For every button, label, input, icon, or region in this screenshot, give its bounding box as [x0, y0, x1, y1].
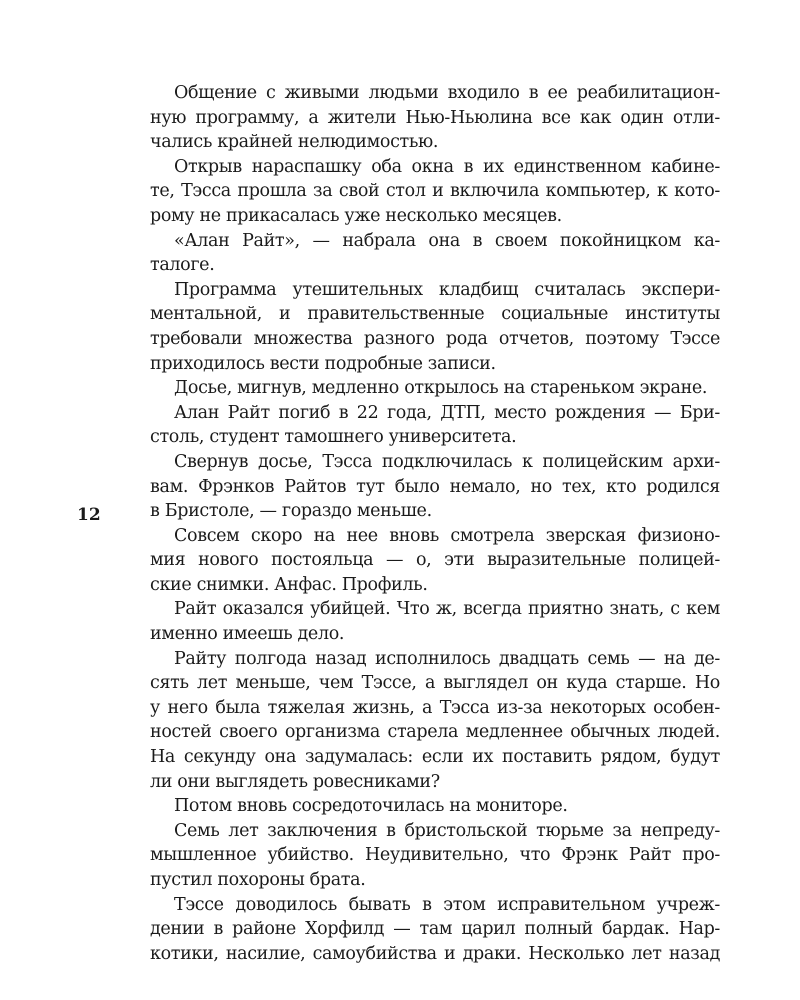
text-line: столь, студент тамошнего университета.	[150, 427, 517, 448]
text-line: котики, насилие, самоубийства и драки. Несколько лет назад	[150, 943, 720, 964]
text-line: Семь лет заключения в бристольской тюрьме за непреду-	[174, 820, 720, 841]
text-line: Общение с живыми людьми входило в ее реабилитацион-	[174, 83, 720, 103]
text-line: вам. Фрэнков Райтов тут было немало, но тех, кто родился	[150, 476, 720, 497]
text-line: «Алан Райт», — набрала она в своем покойницком ка-	[174, 230, 720, 251]
text-line: Потом вновь сосредоточилась на мониторе.	[174, 796, 568, 817]
text-line: Райту полгода назад исполнилось двадцать семь — на де-	[174, 648, 720, 669]
text-line: дении в районе Хорфилд — там царил полный бардак. Нар-	[150, 919, 720, 940]
text-line: Совсем скоро на нее вновь смотрела зверская физионо-	[174, 525, 720, 546]
text-line: ную программу, а жители Нью-Ньюлина все как один отли-	[150, 107, 720, 128]
text-line: приходилось вести подробные записи.	[150, 353, 496, 374]
text-line: Алан Райт погиб в 22 года, ДТП, место рождения — Бри-	[174, 402, 720, 423]
text-line: в Бристоле, — гораздо меньше.	[150, 501, 432, 522]
text-line: рому не прикасалась уже несколько месяцев.	[150, 205, 562, 226]
text-line: ностей своего организма старела медленнее обычных людей.	[150, 722, 720, 743]
text-line: пустил похороны брата.	[150, 870, 366, 890]
text-line: ли они выглядеть ровесниками?	[150, 771, 440, 792]
text-line: ментальной, и правительственные социальные институты	[150, 304, 720, 325]
text-line: Досье, мигнув, медленно открылось на стареньком экране.	[174, 378, 708, 399]
text-line: мышленное убийство. Неудивительно, что Фрэнк Райт про-	[150, 845, 720, 866]
text-line: требовали множества разного рода отчетов, поэтому Тэссе	[150, 328, 720, 349]
text-line: именно имеешь дело.	[150, 624, 345, 645]
text-line: ские снимки. Анфас. Профиль.	[150, 574, 428, 595]
text-line: Свернув досье, Тэсса подключилась к полицейским архи-	[174, 451, 720, 472]
text-line: талоге.	[150, 255, 215, 276]
text-line: Тэссе доводилось бывать в этом исправительном учреж-	[174, 894, 720, 915]
page-number: 12	[77, 505, 101, 525]
text-line: Открыв нараспашку оба окна в их единственном кабине-	[174, 156, 720, 177]
text-line: те, Тэсса прошла за свой стол и включила компьютер, к кото-	[150, 181, 720, 202]
body-text	[150, 81, 720, 966]
text-line: На секунду она задумалась: если их поставить рядом, будут	[150, 747, 720, 768]
text-line: Райт оказался убийцей. Что ж, всегда приятно знать, с кем	[174, 599, 720, 620]
text-line: сять лет меньше, чем Тэссе, а выглядел он куда старше. Но	[150, 673, 720, 694]
text-line: Программа утешительных кладбищ считалась экспери-	[174, 279, 720, 300]
text-line: чались крайней нелюдимостью.	[150, 132, 439, 153]
text-line: мия нового постояльца — о, эти выразительные полицей-	[150, 550, 720, 571]
text-line: у него была тяжелая жизнь, а Тэсса из-за некоторых особен-	[150, 697, 720, 718]
